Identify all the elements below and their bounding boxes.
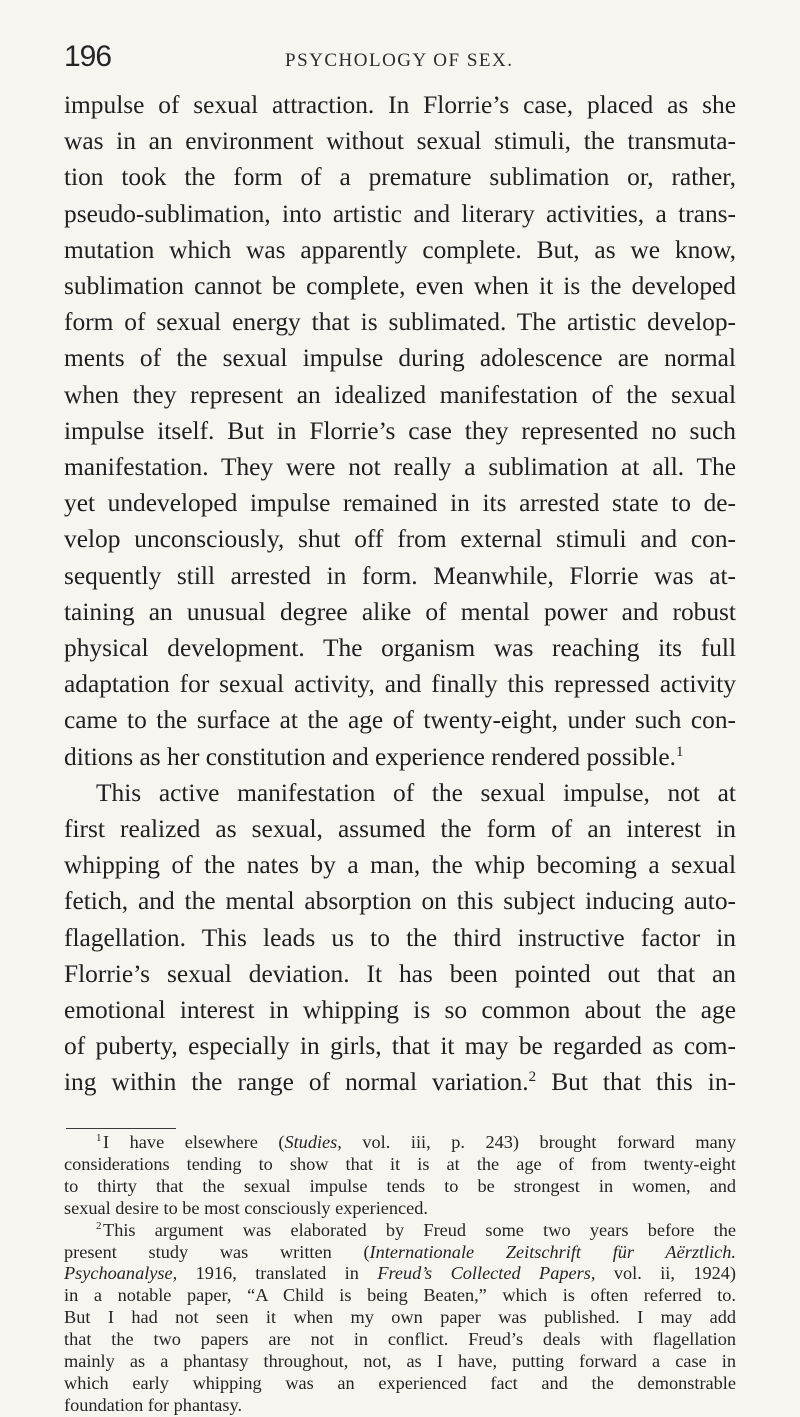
body-line: physical development. The organism was reaching its full [64,634,736,663]
body-line: emotional interest in whipping is so common about the age [64,996,736,1025]
footnote-mark: 1 [96,1132,102,1144]
body-line: came to the surface at the age of twenty-eight, under such con- [64,706,736,735]
body-line: form of sexual energy that is sublimated. The artistic develop- [64,308,736,337]
footnote-1-line [64,1132,736,1154]
footnote-citation: Studies, [284,1132,342,1152]
footnote-text: 1916, translated in [177,1263,378,1284]
body-line: sequently still arrested in form. Meanwhile, Florrie was at- [64,561,736,590]
body-line: whipping of the nates by a man, the whip becoming a sexual [64,851,736,880]
footnote-1-line: considerations tending to show that it is at the age of from twenty-eight [64,1153,736,1174]
body-line: Florrie’s sexual deviation. It has been pointed out that an [64,959,736,988]
footnote-ref-2[interactable]: 2 [528,1069,537,1086]
body-line: velop unconsciously, shut off from external stimuli and con- [64,525,736,554]
body-line: fetich, and the mental absorption on this subject inducing auto- [64,887,736,916]
body-text [64,87,736,1101]
footnote-text: vol. iii, p. 243) brought forward many [341,1132,736,1152]
footnote-text: present study was written ( [64,1241,370,1262]
body-line: flagellation. This leads us to the third instructive factor in [64,923,736,952]
body-line: tion took the form of a premature sublimation or, rather, [64,163,736,192]
footnote-2-line [64,1220,736,1242]
page-header [64,40,734,80]
body-line: mutation which was apparently complete. But, as we know, [64,235,736,264]
body-line: taining an unusual degree alike of mental power and robust [64,597,736,626]
footnote-citation: Freud’s Collected Papers, [377,1263,596,1284]
footnote-1-line: sexual desire to be most consciously experienced. [64,1197,428,1218]
body-line: impulse itself. But in Florrie’s case they represented no such [64,416,736,445]
footnote-2-line [64,1263,736,1285]
running-title: PSYCHOLOGY OF SEX. [285,50,514,71]
footnote-2-line: in a notable paper, “A Child is being Beaten,” which is often referred to. [64,1285,736,1306]
footnote-citation: Psychoanalyse, [64,1263,178,1284]
footnote-text: I have elsewhere ( [103,1132,285,1152]
body-line-with-footnote [64,1064,736,1100]
footnote-2-line: mainly as a phantasy throughout, not, as I have, putting forward a case in [64,1351,736,1372]
body-line-paragraph-start: This active manifestation of the sexual impulse, not at [96,778,736,807]
body-line: manifestation. They were not really a sublimation at all. The [64,453,736,482]
footnote-2-line: But I had not seen it when my own paper was published. I may add [64,1307,736,1328]
footnote-2-line [64,1242,736,1264]
body-line: sublimation cannot be complete, even when it is the developed [64,272,736,301]
footnotes [64,1132,736,1417]
footnote-citation: Internationale Zeitschrift für Aërztlich. [369,1241,736,1262]
body-line-text: ing within the range of normal variation. [64,1068,529,1097]
body-line: first realized as sexual, assumed the form of an interest in [64,815,736,844]
body-line: ments of the sexual impulse during adolescence are normal [64,344,736,373]
page-number: 196 [64,40,112,73]
body-line: was in an environment without sexual stimuli, the transmuta- [64,127,736,156]
footnote-text: vol. ii, 1924) [595,1263,736,1284]
footnote-2-line: which early whipping was an experienced fact and the demonstrable [64,1372,736,1393]
body-line: impulse of sexual attraction. In Florrie’s case, placed as she [64,91,736,119]
body-line: yet undeveloped impulse remained in its arrested state to de- [64,489,736,518]
body-line-text: But that this in- [551,1068,736,1097]
footnote-mark: 2 [96,1219,102,1232]
footnote-1-line: to thirty that the sexual impulse tends to be strongest in women, and [64,1175,736,1196]
footnote-2-line: that the two papers are not in conflict. Freud’s deals with flagellation [64,1329,736,1350]
body-line: adaptation for sexual activity, and finally this repressed activity [64,670,736,699]
footnote-ref-1[interactable]: 1 [676,743,684,760]
footnote-rule [66,1128,176,1129]
body-line-paragraph-end [64,739,736,775]
body-line: of puberty, especially in girls, that it may be regarded as com- [64,1032,736,1061]
body-line: pseudo-sublimation, into artistic and literary activities, a trans- [64,199,736,228]
body-line: when they represent an idealized manifestation of the sexual [64,380,736,409]
footnote-text: This argument was elaborated by Freud some two years before the [103,1219,736,1240]
body-line-text: ditions as her constitution and experience rendered possible. [64,742,677,771]
footnote-2-line: foundation for phantasy. [64,1394,243,1415]
